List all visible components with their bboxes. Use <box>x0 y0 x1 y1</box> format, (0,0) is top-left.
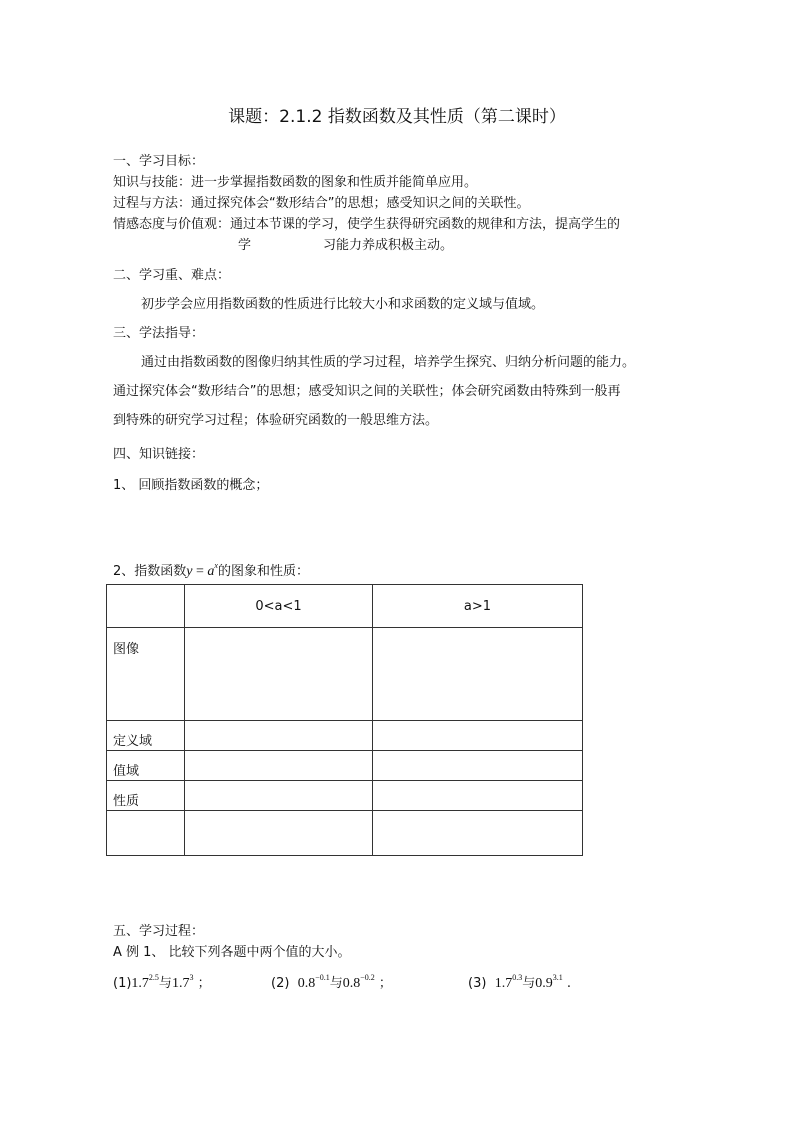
formula-exponent: x <box>214 561 218 570</box>
comparison-problem-1 <box>113 973 211 992</box>
table-corner-cell <box>107 585 185 628</box>
keypoints-text: 初步学会应用指数函数的性质进行比较大小和求函数的定义域与值域。 <box>141 297 545 312</box>
problem-2-a-base: 0.8 <box>297 976 316 991</box>
table-row <box>107 811 583 856</box>
problem-1-label: (1) <box>113 976 132 991</box>
guidance-line-2: 通过探究体会“数形结合”的思想；感受知识之间的关联性；体会研究函数由特殊到一般再 <box>113 384 621 399</box>
problem-1-expr-b <box>171 973 194 991</box>
goals-heading: 一、学习目标： <box>113 154 205 169</box>
goals-attitude-continuation-b: 习能力养成积极主动。 <box>323 238 454 253</box>
problem-3-label: (3) <box>468 976 487 991</box>
goals-process-line: 过程与方法：通过探究体会“数形结合”的思想；感受知识之间的关联性。 <box>113 196 530 211</box>
problem-1-a-base: 1.7 <box>131 976 149 991</box>
comparison-problem-2 <box>271 973 392 992</box>
row-label-graph: 图像 <box>107 628 185 721</box>
links-item-2-suffix: 的图象和性质： <box>217 564 309 579</box>
properties-cell-a-greater-than-1 <box>373 781 583 811</box>
goals-attitude-line: 情感态度与价值观：通过本节课的学习，使学生获得研究函数的规律和方法，提高学生的 <box>113 217 621 232</box>
links-item-2 <box>113 561 309 580</box>
properties-cell-a-less-than-1 <box>185 781 373 811</box>
guidance-line-1: 通过由指数函数的图像归纳其性质的学习过程，培养学生探究、归纳分析问题的能力。 <box>141 355 636 370</box>
problem-3-a-exponent: 0.3 <box>512 973 523 982</box>
problem-2-join: 与 <box>329 976 343 991</box>
row-label-extra <box>107 811 185 856</box>
graph-cell-a-less-than-1 <box>185 628 373 721</box>
problem-3-a-base: 1.7 <box>494 976 513 991</box>
graph-cell-a-greater-than-1 <box>373 628 583 721</box>
exponential-properties-table <box>106 584 583 856</box>
problem-2-end: ； <box>374 976 392 991</box>
formula-y: y <box>186 564 193 579</box>
problem-3-expr-b <box>535 973 563 991</box>
domain-cell-a-greater-than-1 <box>373 721 583 751</box>
row-label-domain: 定义域 <box>107 721 185 751</box>
problem-1-a-exponent: 2.5 <box>148 973 159 982</box>
extra-cell-a-less-than-1 <box>185 811 373 856</box>
problem-1-join: 与 <box>158 976 172 991</box>
col-header-a-less-than-1: 0<a<1 <box>185 585 373 628</box>
problem-3-b-base: 0.9 <box>535 976 553 991</box>
extra-cell-a-greater-than-1 <box>373 811 583 856</box>
problem-1-b-exponent: 3 <box>189 973 194 982</box>
goals-attitude-continuation-a: 学 <box>238 238 252 253</box>
problem-2-expr-b <box>342 973 375 991</box>
process-heading: 五、学习过程： <box>113 924 205 939</box>
page-title: 课题：2.1.2 指数函数及其性质（第二课时） <box>228 107 566 127</box>
table-row <box>107 781 583 811</box>
problem-1-expr-a <box>131 973 159 991</box>
row-label-range: 值域 <box>107 751 185 781</box>
exponential-formula <box>186 561 218 579</box>
problem-2-b-exponent: −0.2 <box>360 973 375 982</box>
keypoints-heading: 二、学习重、难点： <box>113 268 231 283</box>
table-row <box>107 751 583 781</box>
problem-3-expr-a <box>494 973 523 991</box>
col-header-a-greater-than-1: a>1 <box>373 585 583 628</box>
problem-2-b-base: 0.8 <box>342 976 361 991</box>
guidance-heading: 三、学法指导： <box>113 326 205 341</box>
domain-cell-a-less-than-1 <box>185 721 373 751</box>
problem-1-b-base: 1.7 <box>171 976 190 991</box>
problem-3-end: . <box>562 976 571 991</box>
table-header-row <box>107 585 583 628</box>
problem-2-a-exponent: −0.1 <box>315 973 330 982</box>
example-1-prompt: A 例 1、 比较下列各题中两个值的大小。 <box>113 945 351 960</box>
links-heading: 四、知识链接： <box>113 447 205 462</box>
problem-3-b-exponent: 3.1 <box>552 973 563 982</box>
problem-2-label: (2) <box>271 976 290 991</box>
comparison-problem-3 <box>468 973 571 992</box>
problem-3-join: 与 <box>522 976 536 991</box>
range-cell-a-greater-than-1 <box>373 751 583 781</box>
links-item-1: 1、 回顾指数函数的概念； <box>113 478 269 493</box>
table-row <box>107 721 583 751</box>
goals-knowledge-line: 知识与技能：进一步掌握指数函数的图象和性质并能简单应用。 <box>113 175 478 190</box>
links-item-2-prefix: 2、指数函数 <box>113 564 187 579</box>
row-label-properties: 性质 <box>107 781 185 811</box>
table-row <box>107 628 583 721</box>
formula-equals: = <box>192 564 208 579</box>
problem-1-end: ； <box>193 976 211 991</box>
range-cell-a-less-than-1 <box>185 751 373 781</box>
formula-base: a <box>207 564 215 579</box>
problem-2-expr-a <box>297 973 330 991</box>
guidance-line-3: 到特殊的研究学习过程；体验研究函数的一般思维方法。 <box>113 413 439 428</box>
